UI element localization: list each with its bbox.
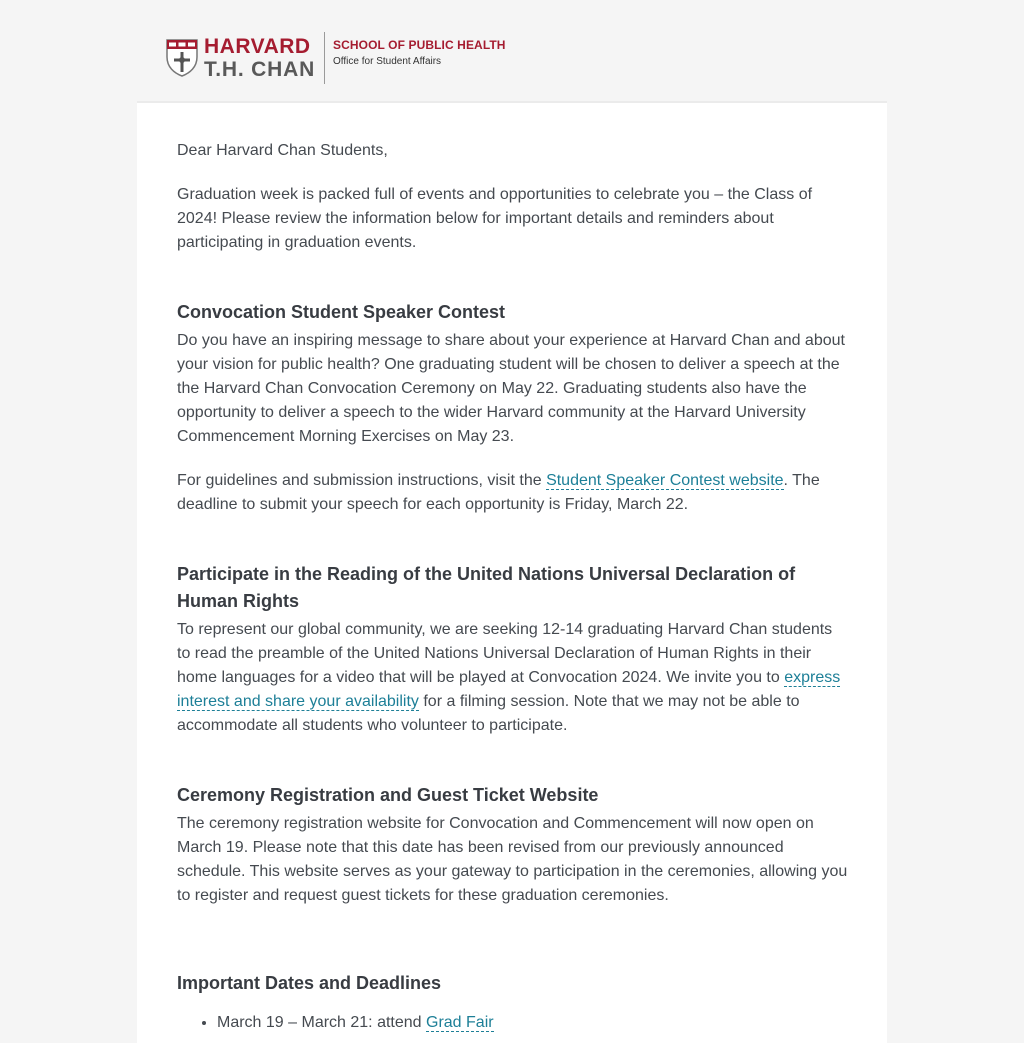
office-name: Office for Student Affairs <box>333 55 442 67</box>
greeting: Dear Harvard Chan Students, <box>177 142 388 159</box>
wordmark-th-chan: T.H. CHAN <box>204 58 316 81</box>
list-item <box>217 1011 849 1035</box>
intro-paragraph: Graduation week is packed full of events and opportunities to celebrate you – the Class of 2024! Please review the information below for important details and reminders about participating in graduation events. <box>177 186 813 251</box>
section-heading-registration: Ceremony Registration and Guest Ticket Website <box>177 785 599 805</box>
speaker-contest-guidelines <box>177 469 849 517</box>
guidelines-text: For guidelines and submission instructions, visit the <box>177 472 547 489</box>
wordmark-harvard: HARVARD <box>204 35 311 58</box>
udhr-text-before: To represent our global community, we are seeking 12-14 graduating Harvard Chan students to read the preamble of the United Nations Universal Declaration of Human Rights in their home languages for a video that will be played at Convocation 2024. We invite you to <box>177 621 833 686</box>
udhr-text-after: for a filming session. Note that we may not be able to accommodate all students who volunteer to participate. <box>177 693 800 734</box>
section-heading-udhr: Participate in the Reading of the United Nations Universal Declaration of Human Rights <box>177 564 796 611</box>
logo-divider <box>324 32 325 84</box>
harvard-chan-logo <box>166 31 506 85</box>
date-text: March 19 – March 21: attend <box>217 1014 426 1031</box>
express-interest-link[interactable]: express interest and share your availability <box>177 669 841 710</box>
grad-fair-link[interactable]: Grad Fair <box>426 1014 494 1031</box>
deadline-text: . The deadline to submit your speech for each opportunity is Friday, March 22. <box>177 472 820 513</box>
harvard-shield-icon <box>166 39 198 77</box>
email-content <box>177 139 849 1035</box>
speaker-contest-paragraph: Do you have an inspiring message to share about your experience at Harvard Chan and about your vision for public health? One graduating student will be chosen to deliver a speech at the the Harvard Chan Convocation Ceremony on May 22. Graduating students also have the opportunity to deliver a speech to the wider Harvard community at the Harvard University Commencement Morning Exercises on May 23. <box>177 332 845 445</box>
section-heading-speaker-contest: Convocation Student Speaker Contest <box>177 302 506 322</box>
student-speaker-contest-link[interactable]: Student Speaker Contest website <box>546 472 784 489</box>
subbrand <box>333 38 506 67</box>
school-name: SCHOOL OF PUBLIC HEALTH <box>333 37 506 52</box>
wordmark <box>204 36 315 80</box>
section-heading-important-dates: Important Dates and Deadlines <box>177 973 442 993</box>
udhr-paragraph <box>177 618 849 738</box>
important-dates-list <box>177 1011 849 1035</box>
registration-paragraph: The ceremony registration website for Convocation and Commencement will now open on March 19. Please note that this date has been revised from our previously announced schedule. This website serves as your gateway to participation in the ceremonies, allowing you to register and request guest tickets for these graduation ceremonies. <box>177 815 848 904</box>
email-body-card <box>137 101 887 1043</box>
